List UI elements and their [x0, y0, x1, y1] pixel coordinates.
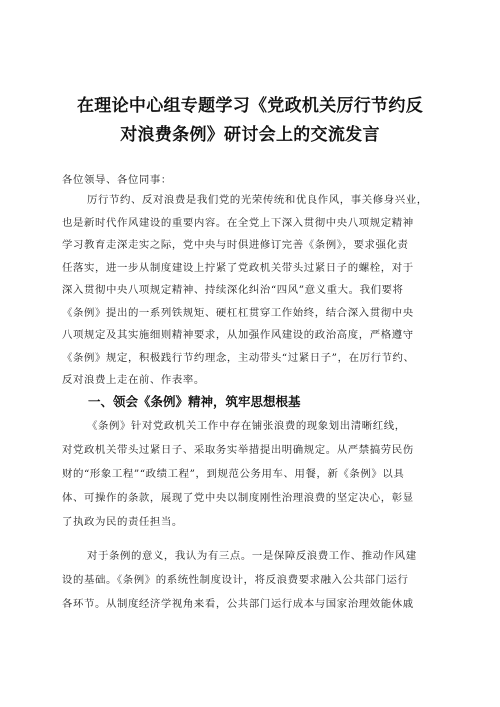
document-title-line-1: 在理论中心组专题学习《党政机关厉行节约反: [77, 96, 423, 116]
paragraph-1-line: 学习教育走深走实之际，党中央与时俱进修订完善《条例》，要求强化责: [62, 239, 409, 251]
greeting: 各位领导、各位同事：: [62, 174, 172, 186]
paragraph-1-line: 《条例》规定，积极践行节约理念，主动带头“过紧日子”，在厉行节约、: [62, 352, 415, 364]
paragraph-1-line: 深入贯彻中央八项规定精神、持续深化纠治“四风”意义重大。我们要将: [62, 284, 404, 296]
paragraph-1-line: 反对浪费上走在前、作表率。: [62, 374, 205, 386]
paragraph-3-line: 对于条例的意义，我认为有三点。一是保障反浪费工作、推动作风建: [87, 550, 417, 562]
section-heading: 一、领会《条例》精神，筑牢思想根基: [88, 394, 301, 409]
paragraph-3-line: 设的基础。《条例》的系统性制度设计，将反浪费要求融入公共部门运行: [62, 574, 409, 586]
paragraph-1-line: 任落实，进一步从制度建设上拧紧了党政机关带头过紧日子的螺栓，对于: [62, 262, 414, 274]
paragraph-1-line: 也是新时代作风建设的重要内容。在全党上下深入贯彻中央八项规定精神: [62, 217, 414, 229]
document-title-line-2: 对浪费条例》研讨会上的交流发言: [120, 125, 380, 145]
paragraph-1-line: 《条例》提出的一系列铁规矩、硬杠杠贯穿工作始终，结合深入贯彻中央: [62, 307, 414, 319]
paragraph-2-line: 体、可操作的条款，展现了党中央以制度刚性治理浪费的坚定决心，彰显: [62, 492, 414, 504]
paragraph-2-line: 对党政机关带头过紧日子、采取务实举措提出明确规定。从严禁搞劳民伤: [62, 444, 414, 456]
paragraph-1-line: 八项规定及其实施细则精神要求，从加强作风建设的政治高度，严格遵守: [62, 329, 414, 341]
paragraph-2-line: 《条例》针对党政机关工作中存在铺张浪费的现象划出清晰红线，: [87, 420, 406, 432]
paragraph-1-line: 厉行节约、反对浪费是我们党的光荣传统和优良作风，事关修身兴业，: [87, 194, 428, 206]
paragraph-2-line: 了执政为民的责任担当。: [62, 516, 183, 528]
paragraph-2-line: 财的“形象工程”“政绩工程”，到规范公务用车、用餐，新《条例》以具: [62, 468, 405, 480]
paragraph-3-line: 各环节。从制度经济学视角来看，公共部门运行成本与国家治理效能休戚: [62, 598, 414, 610]
